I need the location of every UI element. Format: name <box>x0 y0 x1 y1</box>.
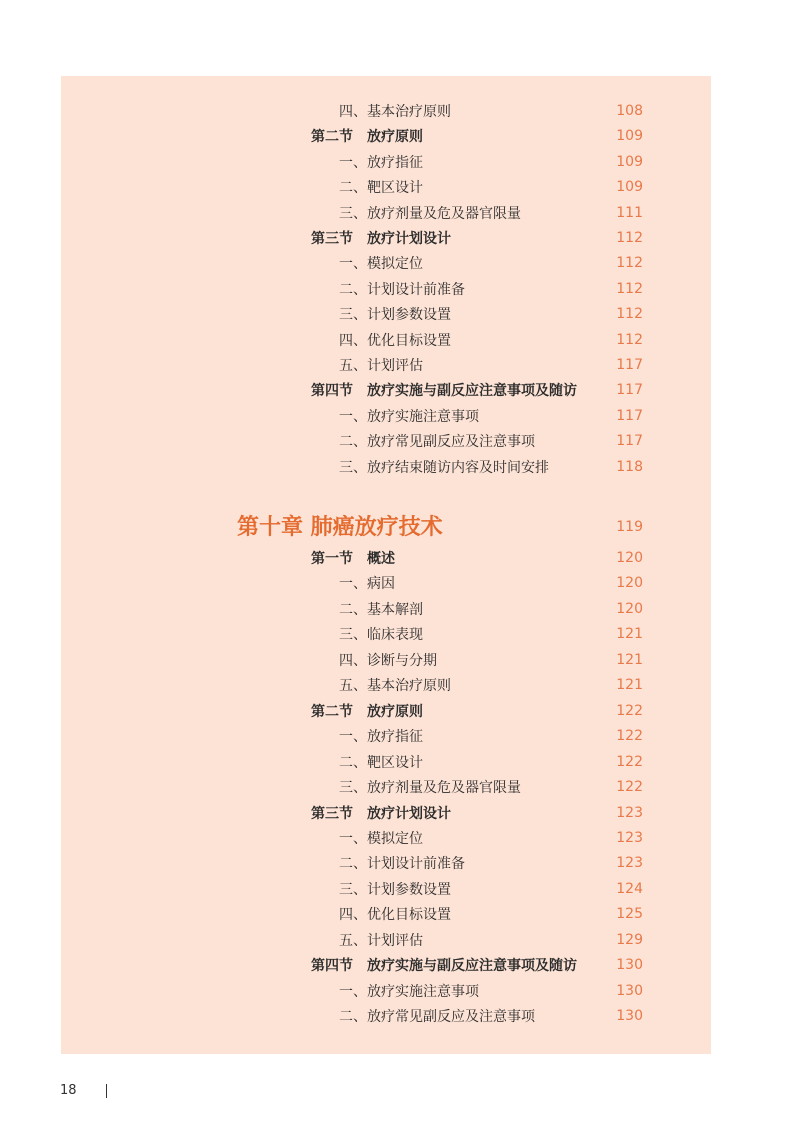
toc-entry-page-number: 122 <box>616 753 643 770</box>
toc-entry-label: 第三节 放疗计划设计 <box>311 805 451 822</box>
toc-entry-page-number: 112 <box>616 306 643 323</box>
toc-item-entry[interactable] <box>61 1005 711 1027</box>
toc-entry-label: 五、计划评估 <box>339 358 423 374</box>
toc-section-entry[interactable] <box>61 700 711 722</box>
toc-section-entry[interactable] <box>61 802 711 824</box>
toc-item-entry[interactable] <box>61 405 711 427</box>
footer-divider <box>106 1084 107 1098</box>
toc-item-entry[interactable] <box>61 980 711 1002</box>
toc-item-entry[interactable] <box>61 202 711 224</box>
toc-entry-label: 第四节 放疗实施与副反应注意事项及随访 <box>311 383 577 400</box>
toc-entry-page-number: 112 <box>616 255 643 272</box>
toc-entry-label: 一、放疗实施注意事项 <box>339 983 479 1000</box>
toc-entry-label: 三、放疗剂量及危及器官限量 <box>339 205 521 222</box>
toc-entry-page-number: 129 <box>616 931 643 948</box>
toc-entry-page-number: 109 <box>616 179 643 196</box>
toc-item-entry[interactable] <box>61 151 711 173</box>
toc-entry-page-number: 121 <box>616 677 643 694</box>
toc-entry-page-number: 122 <box>616 728 643 745</box>
toc-entry-page-number: 108 <box>616 103 643 119</box>
toc-entry-label: 第二节 放疗原则 <box>311 703 423 720</box>
toc-entry-label: 二、计划设计前准备 <box>339 281 465 298</box>
toc-item-entry[interactable] <box>61 176 711 198</box>
toc-entry-page-number: 112 <box>616 331 643 348</box>
toc-section-entry[interactable] <box>61 227 711 249</box>
toc-entry-label: 三、放疗结束随访内容及时间安排 <box>339 459 549 476</box>
toc-entry-label: 四、优化目标设置 <box>339 907 451 924</box>
toc-item-entry[interactable] <box>61 852 711 874</box>
toc-entry-page-number: 123 <box>616 829 643 846</box>
toc-entry-label: 二、靶区设计 <box>339 180 423 197</box>
toc-item-entry[interactable] <box>61 430 711 452</box>
toc-entry-page-number: 117 <box>616 407 643 424</box>
toc-entry-label: 一、放疗实施注意事项 <box>339 408 479 425</box>
toc-entry-label: 四、优化目标设置 <box>339 332 451 349</box>
toc-item-entry[interactable] <box>61 623 711 645</box>
toc-entry-page-number: 112 <box>616 280 643 297</box>
toc-item-entry[interactable] <box>61 572 711 594</box>
toc-entry-label: 一、模拟定位 <box>339 830 423 847</box>
toc-entry-page-number: 125 <box>616 906 643 923</box>
toc-entry-page-number: 121 <box>616 626 643 643</box>
toc-entry-label: 第三节 放疗计划设计 <box>311 231 451 247</box>
toc-section-entry[interactable] <box>61 379 711 401</box>
toc-item-entry[interactable] <box>61 100 711 122</box>
toc-entry-page-number: 130 <box>616 1008 643 1025</box>
toc-section-entry[interactable] <box>61 125 711 147</box>
toc-entry-page-number: 112 <box>616 230 643 246</box>
toc-item-entry[interactable] <box>61 776 711 798</box>
toc-item-entry[interactable] <box>61 456 711 478</box>
toc-item-entry[interactable] <box>61 878 711 900</box>
toc-entry-label: 二、计划设计前准备 <box>339 856 465 873</box>
toc-entry-label: 三、计划参数设置 <box>339 307 451 324</box>
toc-entry-label: 五、基本治疗原则 <box>339 678 451 695</box>
toc-entry-label: 一、病因 <box>339 576 395 593</box>
toc-entry-page-number: 122 <box>616 702 643 719</box>
toc-entry-label: 二、基本解剖 <box>339 601 423 618</box>
toc-item-entry[interactable] <box>61 649 711 671</box>
toc-entry-label: 三、放疗剂量及危及器官限量 <box>339 780 521 797</box>
toc-item-entry[interactable] <box>61 252 711 274</box>
toc-entry-label: 四、诊断与分期 <box>339 652 437 669</box>
toc-entry-page-number: 120 <box>616 550 643 566</box>
toc-entry-page-number: 123 <box>616 855 643 872</box>
toc-entry-page-number: 130 <box>616 982 643 999</box>
toc-item-entry[interactable] <box>61 725 711 747</box>
toc-entry-page-number: 120 <box>616 575 643 592</box>
toc-entry-page-number: 117 <box>616 357 643 373</box>
toc-entry-page-number: 117 <box>616 382 643 399</box>
toc-entry-label: 三、计划参数设置 <box>339 881 451 898</box>
toc-entry-label: 五、计划评估 <box>339 932 423 949</box>
chapter-heading[interactable] <box>61 510 711 544</box>
toc-item-entry[interactable] <box>61 929 711 951</box>
toc-entry-label: 四、基本治疗原则 <box>339 104 451 120</box>
toc-entry-page-number: 118 <box>616 458 643 475</box>
toc-item-entry[interactable] <box>61 278 711 300</box>
toc-entry-label: 一、放疗指征 <box>339 729 423 746</box>
toc-entry-page-number: 122 <box>616 779 643 796</box>
toc-item-entry[interactable] <box>61 329 711 351</box>
toc-item-entry[interactable] <box>61 303 711 325</box>
toc-item-entry[interactable] <box>61 354 711 376</box>
toc-entry-page-number: 109 <box>616 153 643 170</box>
toc-entry-label: 二、放疗常见副反应及注意事项 <box>339 1009 535 1026</box>
toc-entry-page-number: 120 <box>616 600 643 617</box>
toc-entry-label: 第二节 放疗原则 <box>311 129 423 146</box>
toc-entry-label: 二、靶区设计 <box>339 754 423 771</box>
toc-entry-label: 第四节 放疗实施与副反应注意事项及随访 <box>311 958 577 975</box>
toc-entry-page-number: 123 <box>616 804 643 821</box>
toc-entry-label: 三、临床表现 <box>339 627 423 644</box>
toc-item-entry[interactable] <box>61 751 711 773</box>
toc-item-entry[interactable] <box>61 674 711 696</box>
toc-panel <box>61 76 711 1054</box>
toc-entry-page-number: 111 <box>616 204 643 221</box>
toc-item-entry[interactable] <box>61 903 711 925</box>
footer-page-number: 18 <box>60 1083 77 1098</box>
toc-item-entry[interactable] <box>61 598 711 620</box>
toc-entry-page-number: 121 <box>616 651 643 668</box>
toc-entry-label: 二、放疗常见副反应及注意事项 <box>339 434 535 451</box>
toc-entry-label: 一、放疗指征 <box>339 154 423 171</box>
toc-entry-page-number: 124 <box>616 880 643 897</box>
toc-section-entry[interactable] <box>61 954 711 976</box>
toc-entry-label: 一、模拟定位 <box>339 256 423 273</box>
toc-entry-page-number: 109 <box>616 128 643 145</box>
toc-entry-label: 第一节 概述 <box>311 551 395 567</box>
toc-entry-page-number: 117 <box>616 433 643 450</box>
toc-item-entry[interactable] <box>61 827 711 849</box>
toc-entry-page-number: 130 <box>616 957 643 974</box>
chapter-title: 第十章 肺癌放疗技术 <box>237 514 443 540</box>
chapter-page-number: 119 <box>616 519 643 535</box>
toc-section-entry[interactable] <box>61 547 711 569</box>
